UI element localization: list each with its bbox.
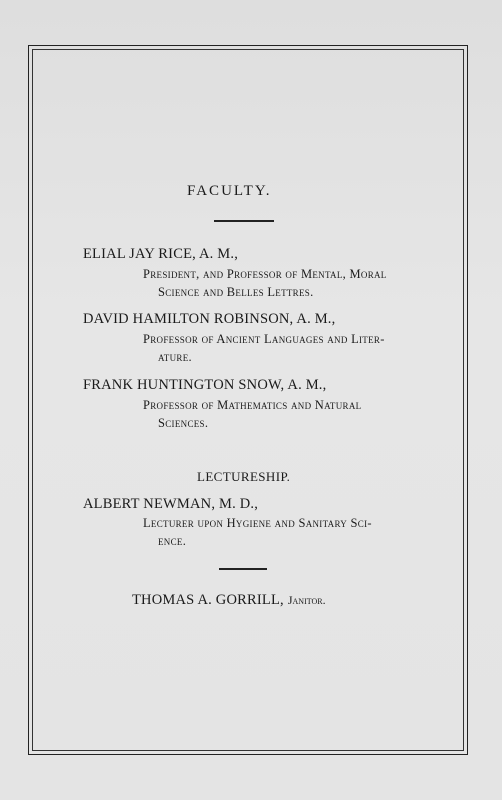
member-name: DAVID HAMILTON ROBINSON, A. M., [83, 311, 336, 327]
heading-rule [214, 220, 274, 222]
lectureship-heading: LECTURESHIP. [197, 469, 291, 484]
member-title: Professor of Mathematics and Natural [143, 398, 362, 412]
faculty-heading: FACULTY. [187, 183, 272, 199]
member-title: Science and Belles Lettres. [158, 285, 314, 299]
member-name: FRANK HUNTINGTON SNOW, A. M., [83, 377, 327, 393]
member-title: ature. [158, 350, 192, 364]
member-title: Professor of Ancient Languages and Liter- [143, 332, 385, 346]
member-name: ELIAL JAY RICE, A. M., [83, 246, 239, 262]
lecturer-name: ALBERT NEWMAN, M. D., [83, 496, 259, 512]
member-title: Sciences. [158, 416, 209, 430]
section-rule [219, 568, 267, 570]
janitor-name: THOMAS A. GORRILL, [132, 592, 284, 608]
janitor-line [132, 591, 326, 609]
lecturer-title: ence. [158, 534, 187, 548]
janitor-title: Janitor. [287, 593, 326, 607]
lecturer-title: Lecturer upon Hygiene and Sanitary Sci- [143, 516, 372, 530]
member-title: President, and Professor of Mental, Moral [143, 267, 387, 281]
